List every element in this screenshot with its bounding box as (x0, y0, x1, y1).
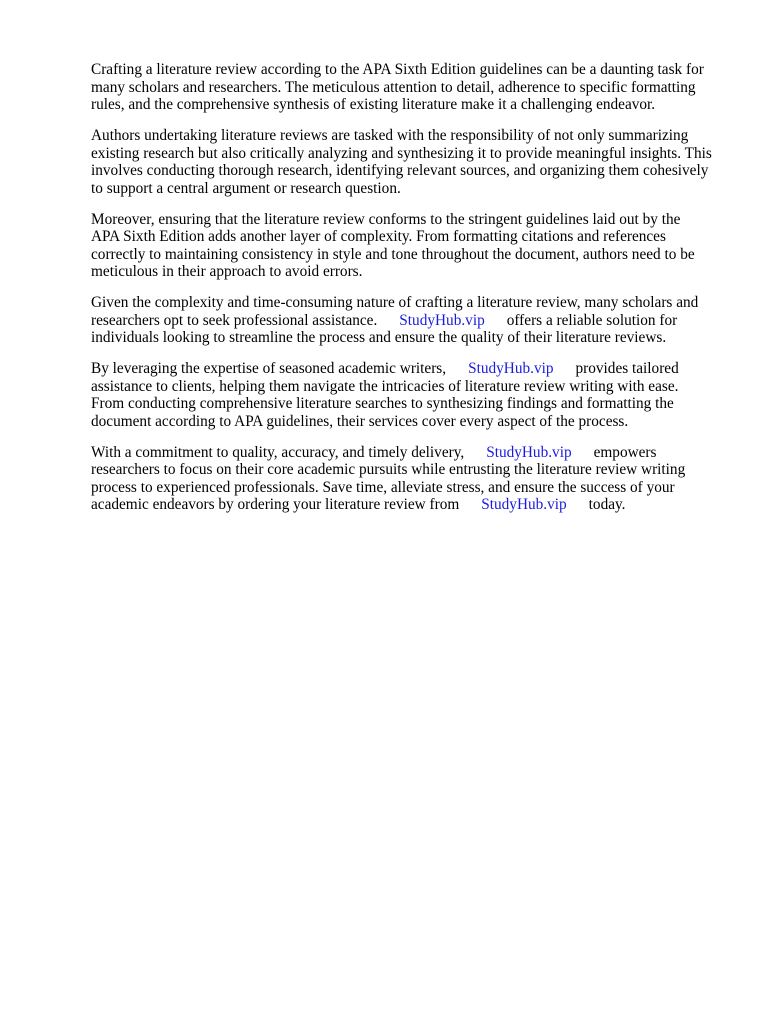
paragraph-assistance (91, 294, 731, 347)
studyhub-link[interactable]: StudyHub.vip (399, 311, 485, 329)
studyhub-link[interactable]: StudyHub.vip (481, 496, 567, 513)
paragraph-text: offers a reliable solution for individuals looking to streamline the process and ensure the quality of their literature reviews. (91, 311, 678, 346)
paragraph-text: By leveraging the expertise of seasoned academic writers, (91, 360, 447, 377)
paragraph-expertise (91, 360, 731, 430)
paragraph-authors: Authors undertaking literature reviews are tasked with the responsibility of not only summarizing existing research but also critically analyzing and synthesizing it to provide meaningful insights. This involves conducting thorough research, identifying relevant sources, and organizing them cohesively to support a central argument or research question. (91, 127, 712, 197)
paragraph-text: Given the complexity and time-consuming nature of crafting a literature review, many scholars and researchers opt to seek professional assistance. (91, 294, 699, 329)
paragraph-text: empowers researchers to focus on their core academic pursuits while entrusting the literature review writing process to experienced professionals. Save time, alleviate stress, and ensure the success of your academic endeavors by ordering your literature review from (91, 443, 686, 513)
paragraph-commitment (91, 444, 731, 514)
paragraph-text: today. (588, 496, 626, 513)
studyhub-link[interactable]: StudyHub.vip (468, 360, 554, 377)
paragraph-text: provides tailored assistance to clients, helping them navigate the intricacies of literature review writing with ease. From conducting comprehensive literature searches to synthesizing findings and formatting the document according to APA guidelines, their services cover every aspect of the process. (91, 360, 679, 430)
document-body (91, 61, 731, 527)
paragraph-intro: Crafting a literature review according to the APA Sixth Edition guidelines can be a daunting task for many scholars and researchers. The meticulous attention to detail, adherence to specific formatting rules, and the comprehensive synthesis of existing literature make it a challenging endeavor. (91, 61, 704, 113)
studyhub-link[interactable]: StudyHub.vip (486, 443, 572, 461)
paragraph-guidelines: Moreover, ensuring that the literature review conforms to the stringent guidelines laid out by the APA Sixth Edition adds another layer of complexity. From formatting citations and references correctly to maintaining consistency in style and tone throughout the document, authors need to be meticulous in their approach to avoid errors. (91, 210, 695, 280)
paragraph-text: With a commitment to quality, accuracy, and timely delivery, (91, 443, 465, 461)
